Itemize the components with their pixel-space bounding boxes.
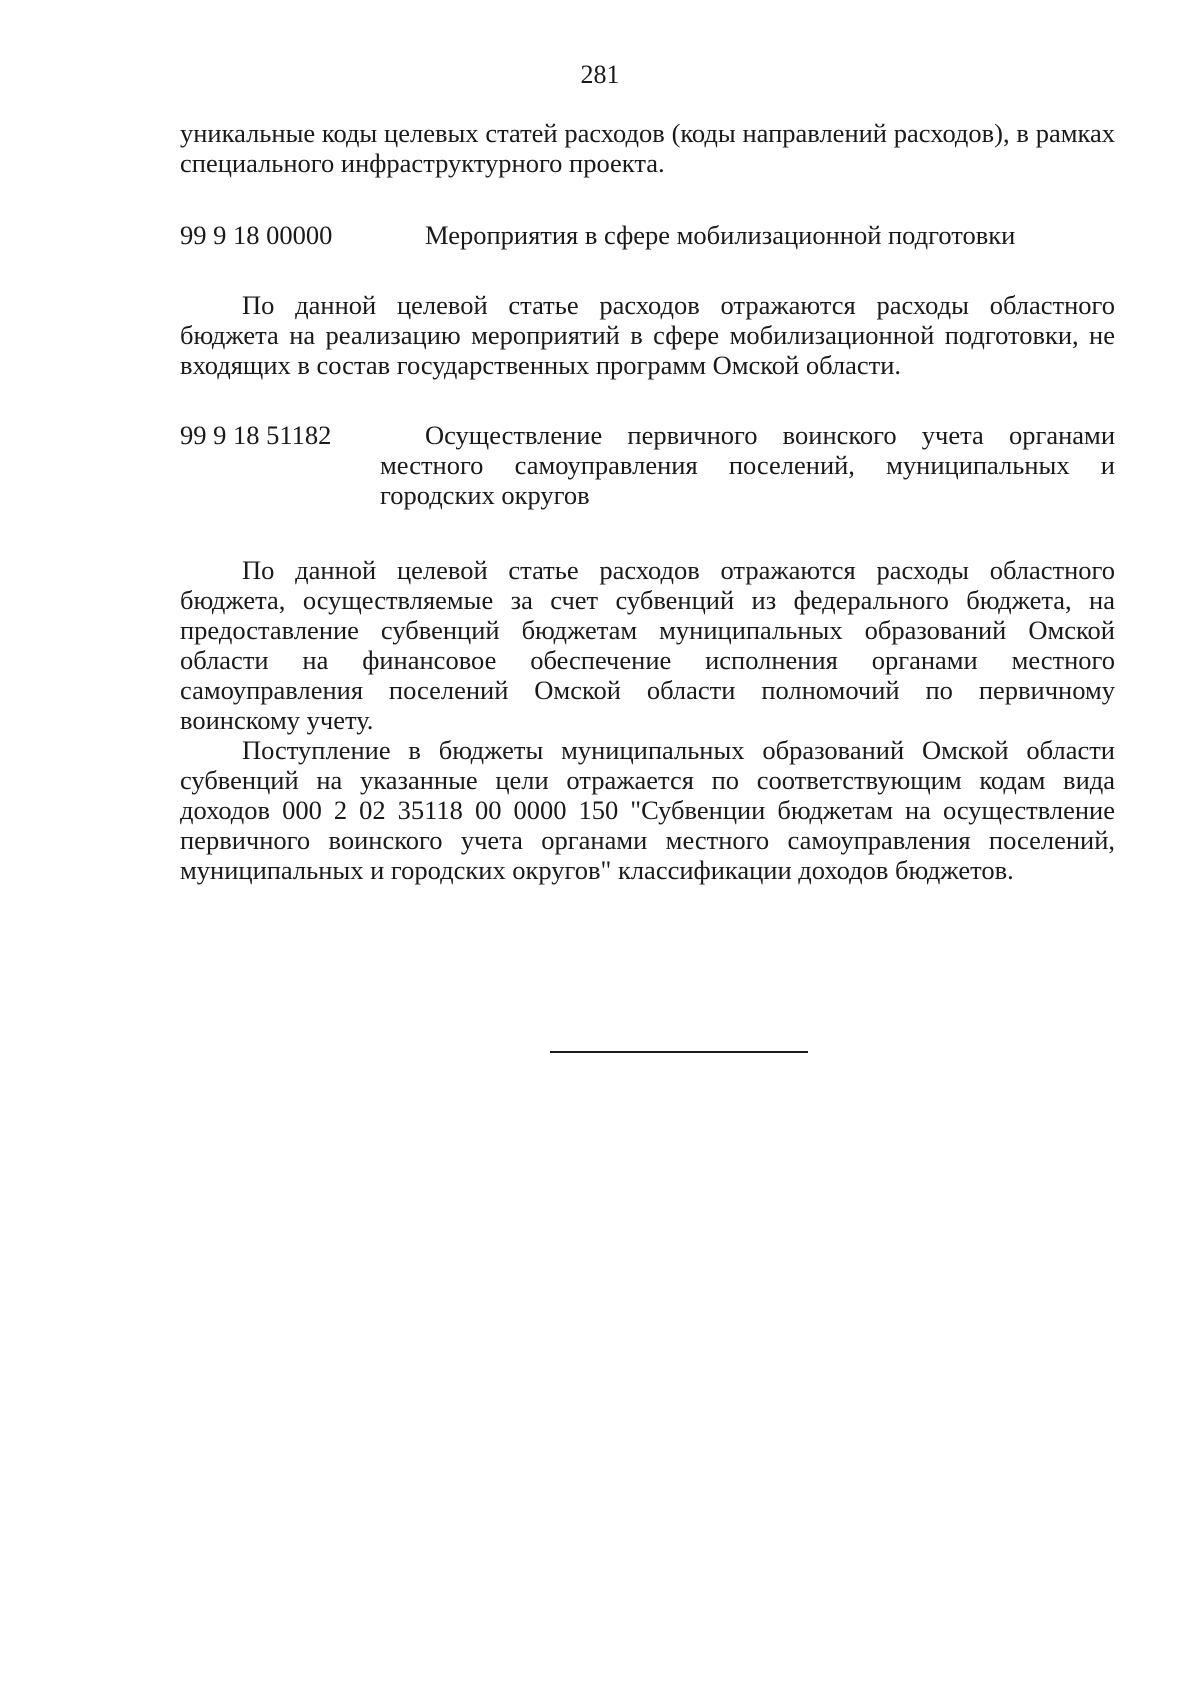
section-2-body	[180, 555, 1115, 885]
section-1-heading	[180, 220, 1115, 250]
section-2-paragraph-1: По данной целевой статье расходов отражаются расходы областного бюджета, осуществляемые за счет субвенций из федерального бюджета, на предоставление субвенций бюджетам муниципальных образований Омской области на финансовое обеспечение исполнения органами местного самоуправления поселений Омской области полномочий по первичному воинскому учету.	[180, 555, 1115, 735]
intro-paragraph: уникальные коды целевых статей расходов (коды направлений расходов), в рамках специального инфраструктурного проекта.	[180, 118, 1115, 178]
section-1-body	[180, 290, 1115, 380]
section-2-heading	[180, 420, 1115, 510]
section-1-paragraph: По данной целевой статье расходов отражаются расходы областного бюджета на реализацию мероприятий в сфере мобилизационной подготовки, не входящих в состав государственных программ Омской области.	[180, 290, 1115, 380]
intro-paragraph-block	[180, 118, 1115, 178]
section-2-paragraph-2: Поступление в бюджеты муниципальных образований Омской области субвенций на указанные цели отражается по соответствующим кодам вида доходов 000 2 02 35118 00 0000 150 "Субвенции бюджетам на осуществление первичного воинского учета органами местного самоуправления поселений, муниципальных и городских округов" классификации доходов бюджетов.	[180, 735, 1115, 885]
section-2-title: Осуществление первичного воинского учета органами местного самоуправления поселений, муниципальных и городских округов	[380, 420, 1115, 510]
section-1-code: 99 9 18 00000	[180, 220, 333, 250]
end-divider	[550, 1051, 808, 1053]
section-1-title: Мероприятия в сфере мобилизационной подготовки	[425, 220, 1016, 250]
page-number: 281	[580, 60, 620, 89]
section-2-code: 99 9 18 51182	[180, 420, 332, 450]
